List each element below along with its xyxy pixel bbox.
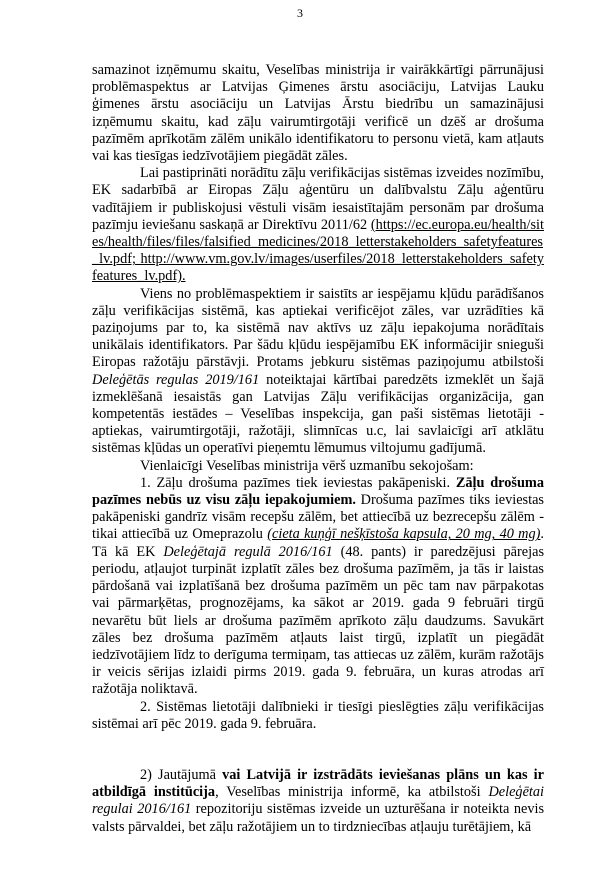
paragraph-5-text-a: Drošuma pazīmes tiks ieviestas pakāpeniski gandrīz visām recepšu zālēm, bet attiecībā uz bezrecepšu zālēm - tikai attiecībā uz Omeprazolu bbox=[92, 492, 544, 543]
page-number: 3 bbox=[297, 6, 303, 20]
paragraph-5-text-b: . Tā kā EK bbox=[92, 526, 544, 560]
regulation-reference: Deleģētās regulas 2019/161 bbox=[92, 371, 260, 388]
paragraph-5-text-c: (48. pants) ir paredzējusi pārejas periodu, atļaujot turpināt izplatīt zāles bez drošuma pazīmēm, ja tās ir laistas pārdošanā vai izplatīšanā bez drošuma pazīmēm un pēc tam nav pārpakotas vai pārmarķētas, prognozējams, ka sākot ar 2019. gada 9 februāri tirgū nevarētu būt liels ar drošuma pazīmēm aprīkoto zāļu daudzums. Savukārt zāles bez drošuma pazīmēm atļauts laist tirgū, izplatīt un piegādāt iedzīvotājiem līdz to derīguma termiņam, tas attiecas uz zālēm, kurām ražotājs ir veicis sērijas izlaidi pirms 2019. gada 9. februāra, un kuras atrodas arī ražotāja noliktavā. bbox=[92, 543, 545, 698]
paragraph-5 bbox=[92, 475, 544, 699]
paragraph-2 bbox=[92, 165, 544, 285]
paragraph-6: 2. Sistēmas lietotāji dalībnieki ir tiesīgi pieslēgties zāļu verifikācijas sistēmai arī pēc 2019. gada 9. februāra. bbox=[92, 698, 544, 732]
regulation-reference-3: Deleģētai regulai 2016/161 bbox=[92, 784, 545, 818]
paragraph-7 bbox=[92, 767, 544, 836]
paragraph-7-text-c: repozitoriju sistēmas izveide un uzturēšana ir noteikta nevis valsts pārvaldei, bet zāļu ražotājiem un to tirdzniecības atļauju turētājiem, kā bbox=[92, 801, 545, 835]
regulation-reference-2: Deleģētajā regulā 2016/161 bbox=[163, 543, 333, 560]
paragraph-5-parenthetical: (cieta kuņģī nešķīstoša kapsula, 20 mg, 40 mg) bbox=[267, 526, 541, 543]
paragraph-spacer bbox=[92, 733, 544, 767]
paragraph-5-lead: 1. Zāļu drošuma pazīmes tiek ieviestas pakāpeniski. bbox=[140, 474, 451, 491]
paragraph-7-bold: vai Latvijā ir izstrādāts ieviešanas plāns un kas ir atbildīgā institūcija bbox=[92, 766, 544, 801]
paragraph-4: Vienlaicīgi Veselības ministrija vērš uzmanību sekojošam: bbox=[140, 457, 474, 474]
paragraph-7-text-a: 2) Jautājumā bbox=[140, 766, 216, 783]
paragraph-3-text-a: Viens no problēmaspektiem ir saistīts ar iespējamu kļūdu parādīšanos zāļu verifikācijas sistēmā, kas aptiekai verificējot zāles, var uzrādīties kā paziņojums par to, ka sistēmā nav aktīvs uz zāļu iepakojuma norādītais unikālais identifikators. Par šādu kļūdu iespējamību EK informācijir snieguši Eiropas ražotāju pārstāvji. Protams jebkuru sistēmas paziņojumu atbilstoši bbox=[92, 285, 544, 371]
paragraph-3-text-b: noteiktajai kārtībai paredzēts izmeklēt un šajā izmeklēšanā iesaistās gan Latvijas Zāļu verifikācijas organizācija, gan kompetentās iestādes – Veselības inspekcija, gan paši sistēmas lietotāji - aptiekas, vairumtirgotāji, ražotāji, slimnīcas u.c, lai savlaicīgi arī atklātu sistēmas kļūdas un operatīvi pieņemtu lēmumus viltojumu gadījumā. bbox=[92, 371, 544, 457]
paragraph-1: samazinot izņēmumu skaitu, Veselības ministrija ir vairākkārtīgi pārrunājusi problēmaspektus ar Latvijas Ģimenes ārstu asociāciju, Latvijas Lauku ģimenes ārstu asociāciju un Latvijas Ārstu biedrību un samazinājusi izņēmumu skaitu, kad zāļu vairumtirgotāji verificē un dzēš ar drošuma pazīmēm aprīkotām zālēm unikālo identifikatoru to personu vietā, kam atļauts vai kas tiesīgas iedzīvotājiem piegādāt zāles. bbox=[92, 62, 544, 165]
document-body bbox=[92, 62, 544, 836]
paragraph-3 bbox=[92, 286, 544, 458]
paragraph-7-text-b: , Veselības ministrija informē, ka atbilstoši bbox=[215, 784, 481, 801]
paragraph-5-bold: Zāļu drošuma pazīmes nebūs uz visu zāļu iepakojumiem. bbox=[92, 474, 544, 509]
reference-links[interactable]: (https://ec.europa.eu/health/sites/health/files/files/falsified_medicines/2018_letterstakeholders_safetyfeatures_lv.pdf; http://www.vm.gov.lv/images/userfiles/2018_letterstakeholders_safetyfeatures_lv.pdf). bbox=[92, 216, 545, 285]
paragraph-2-text: Lai pastiprināti norādītu zāļu verifikācijas sistēmas izveides nozīmību, EK sadarbībā ar Eiropas Zāļu aģentūru un dalībvalstu Zāļu aģentūru vadītājiem ir publiskojusi vēstuli visām iesaistītajām personām par drošuma pazīmju ieviešanu saskaņā ar Direktīvu 2011/62 bbox=[92, 165, 544, 233]
